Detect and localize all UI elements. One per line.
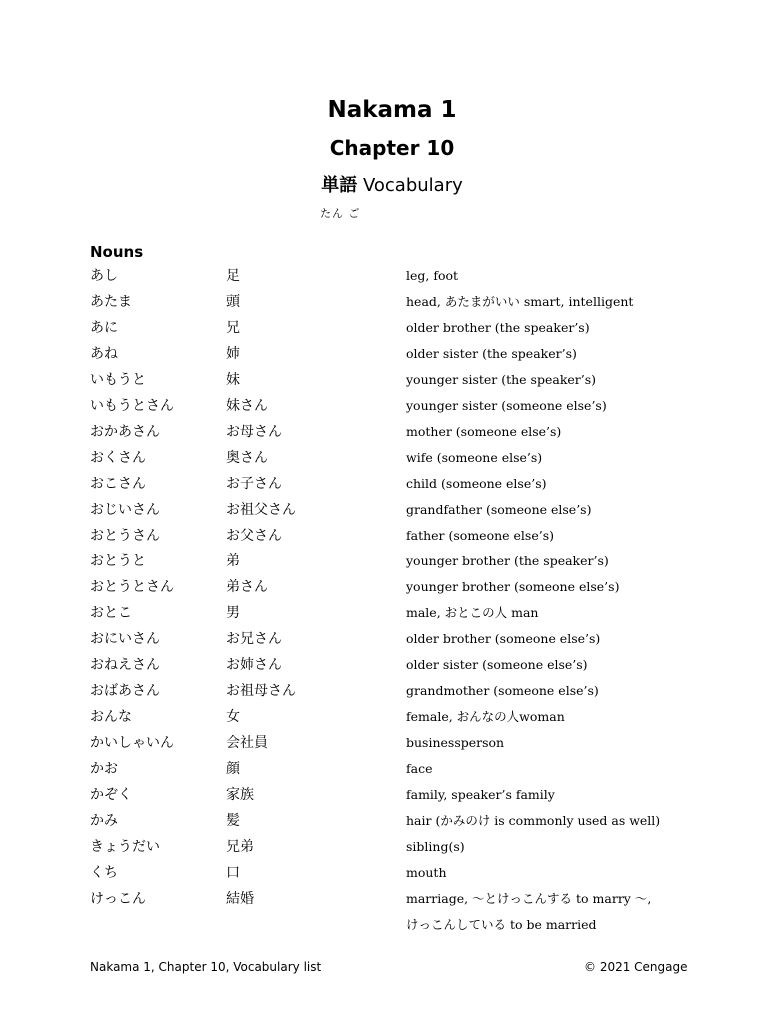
kana-cell: おかあさん bbox=[90, 423, 160, 440]
kana-cell: おにいさん bbox=[90, 631, 160, 648]
page-title: Nakama 1 bbox=[327, 97, 457, 123]
table-row bbox=[0, 397, 768, 423]
kana-cell: かみ bbox=[90, 812, 118, 829]
kanji-cell: 会社員 bbox=[226, 735, 268, 752]
kanji-cell: お祖父さん bbox=[226, 501, 296, 518]
table-row bbox=[0, 293, 768, 319]
kana-cell: かいしゃいん bbox=[90, 735, 174, 752]
english-cell: younger brother (the speaker’s) bbox=[406, 553, 609, 569]
kanji-cell: 顔 bbox=[226, 761, 240, 778]
kana-cell: おこさん bbox=[90, 475, 146, 492]
kanji-cell: お姉さん bbox=[226, 657, 282, 674]
english-cell: businessperson bbox=[406, 735, 505, 751]
table-row bbox=[0, 371, 768, 397]
english-cell: older sister (the speaker’s) bbox=[406, 345, 577, 361]
kanji-cell: お祖母さん bbox=[226, 683, 296, 700]
table-row bbox=[0, 760, 768, 786]
kanji-cell: 髪 bbox=[226, 812, 240, 829]
kanji-cell: 姉 bbox=[226, 345, 240, 362]
table-row bbox=[0, 786, 768, 812]
kana-cell: あたま bbox=[90, 293, 132, 310]
english-cell: child (someone else’s) bbox=[406, 475, 547, 491]
chapter-title: Chapter 10 bbox=[329, 136, 455, 160]
english-cell: younger brother (someone else’s) bbox=[406, 579, 620, 595]
kana-cell: いもうと bbox=[90, 371, 146, 388]
kanji-cell: 頭 bbox=[226, 293, 240, 310]
kana-cell: かぞく bbox=[90, 787, 132, 803]
table-row bbox=[0, 864, 768, 890]
table-row bbox=[0, 838, 768, 864]
kanji-cell: 足 bbox=[226, 268, 240, 284]
table-row bbox=[0, 630, 768, 656]
kana-cell: あね bbox=[90, 345, 118, 362]
table-row bbox=[0, 682, 768, 708]
heading-reading: たん ご bbox=[320, 207, 361, 220]
table-row bbox=[0, 449, 768, 475]
table-row bbox=[0, 604, 768, 630]
english-cell: mother (someone else’s) bbox=[406, 423, 562, 439]
english-cell: grandfather (someone else’s) bbox=[406, 501, 592, 517]
english-cell: mouth bbox=[406, 864, 447, 880]
kanji-cell: 奥さん bbox=[226, 449, 268, 466]
english-cell: younger sister (the speaker’s) bbox=[406, 371, 597, 387]
table-row bbox=[0, 708, 768, 734]
table-row bbox=[0, 423, 768, 449]
kanji-cell: 女 bbox=[226, 709, 240, 726]
footer-left: Nakama 1, Chapter 10, Vocabulary list bbox=[90, 960, 322, 974]
kanji-cell: お母さん bbox=[226, 423, 282, 440]
english-cell: face bbox=[406, 761, 433, 777]
table-row bbox=[0, 319, 768, 345]
kanji-cell: お子さん bbox=[226, 475, 282, 492]
kana-cell: おとうさん bbox=[90, 527, 160, 544]
kanji-cell: 兄 bbox=[226, 319, 240, 336]
table-row bbox=[0, 527, 768, 553]
english-cell: older brother (the speaker’s) bbox=[406, 319, 590, 335]
kana-cell: あに bbox=[90, 319, 118, 336]
kanji-cell: 妹さん bbox=[226, 397, 268, 414]
kana-cell: あし bbox=[90, 268, 118, 284]
english-cell: male, おとこの人 man bbox=[406, 605, 539, 621]
english-cell: father (someone else’s) bbox=[406, 527, 554, 543]
section-title-nouns: Nouns bbox=[90, 243, 144, 261]
heading-japanese: 単語 bbox=[321, 175, 358, 196]
table-row bbox=[0, 267, 768, 293]
kana-cell: いもうとさん bbox=[90, 397, 174, 414]
english-cell: hair (かみのけ is commonly used as well) bbox=[406, 812, 661, 828]
english-cell: female, おんなの人woman bbox=[406, 709, 565, 725]
kana-cell: おくさん bbox=[90, 449, 146, 466]
kana-cell: おばあさん bbox=[90, 683, 160, 700]
table-row bbox=[0, 578, 768, 604]
heading-english: Vocabulary bbox=[362, 175, 463, 196]
table-row bbox=[0, 656, 768, 682]
english-cell: marriage, 〜とけっこんする to marry 〜, bbox=[406, 890, 652, 906]
kanji-cell: 弟さん bbox=[226, 579, 268, 596]
kanji-cell: 口 bbox=[226, 864, 240, 881]
table-row bbox=[0, 552, 768, 578]
kanji-cell: 妹 bbox=[226, 371, 240, 388]
english-cell: younger sister (someone else’s) bbox=[406, 397, 607, 413]
english-cell: family, speaker’s family bbox=[406, 787, 555, 802]
kanji-cell: 結婚 bbox=[226, 890, 254, 907]
kanji-cell: 兄弟 bbox=[226, 838, 254, 855]
english-cell: older sister (someone else’s) bbox=[406, 657, 588, 673]
kana-cell: おとうとさん bbox=[90, 579, 174, 596]
kana-cell: おとこ bbox=[90, 605, 132, 622]
table-row bbox=[0, 501, 768, 527]
kana-cell: くち bbox=[90, 864, 118, 881]
english-cell: sibling(s) bbox=[406, 838, 465, 854]
kana-cell: おねえさん bbox=[90, 657, 160, 674]
english-cell: older brother (someone else’s) bbox=[406, 631, 601, 647]
table-row bbox=[0, 734, 768, 760]
kanji-cell: 男 bbox=[226, 605, 240, 622]
kanji-cell: お父さん bbox=[226, 527, 282, 544]
kana-cell: けっこん bbox=[90, 890, 146, 907]
table-row bbox=[0, 475, 768, 501]
table-row bbox=[0, 890, 768, 916]
table-row bbox=[0, 345, 768, 371]
kana-cell: おんな bbox=[90, 709, 132, 726]
kana-cell: きょうだい bbox=[90, 838, 160, 855]
english-cell: grandmother (someone else’s) bbox=[406, 683, 599, 699]
english-cell: wife (someone else’s) bbox=[406, 449, 543, 465]
footer-right: © 2021 Cengage bbox=[584, 960, 688, 974]
kana-cell: おとうと bbox=[90, 553, 146, 570]
kanji-cell: お兄さん bbox=[226, 631, 282, 648]
table-row bbox=[0, 812, 768, 838]
kanji-cell: 弟 bbox=[226, 553, 240, 570]
english-cell: head, あたまがいい smart, intelligent bbox=[406, 293, 634, 309]
kana-cell: おじいさん bbox=[90, 501, 160, 518]
kanji-cell: 家族 bbox=[226, 787, 254, 803]
english-cell: leg, foot bbox=[406, 268, 459, 283]
entry-continuation: けっこんしている to be married bbox=[406, 917, 597, 932]
kana-cell: かお bbox=[90, 761, 118, 778]
